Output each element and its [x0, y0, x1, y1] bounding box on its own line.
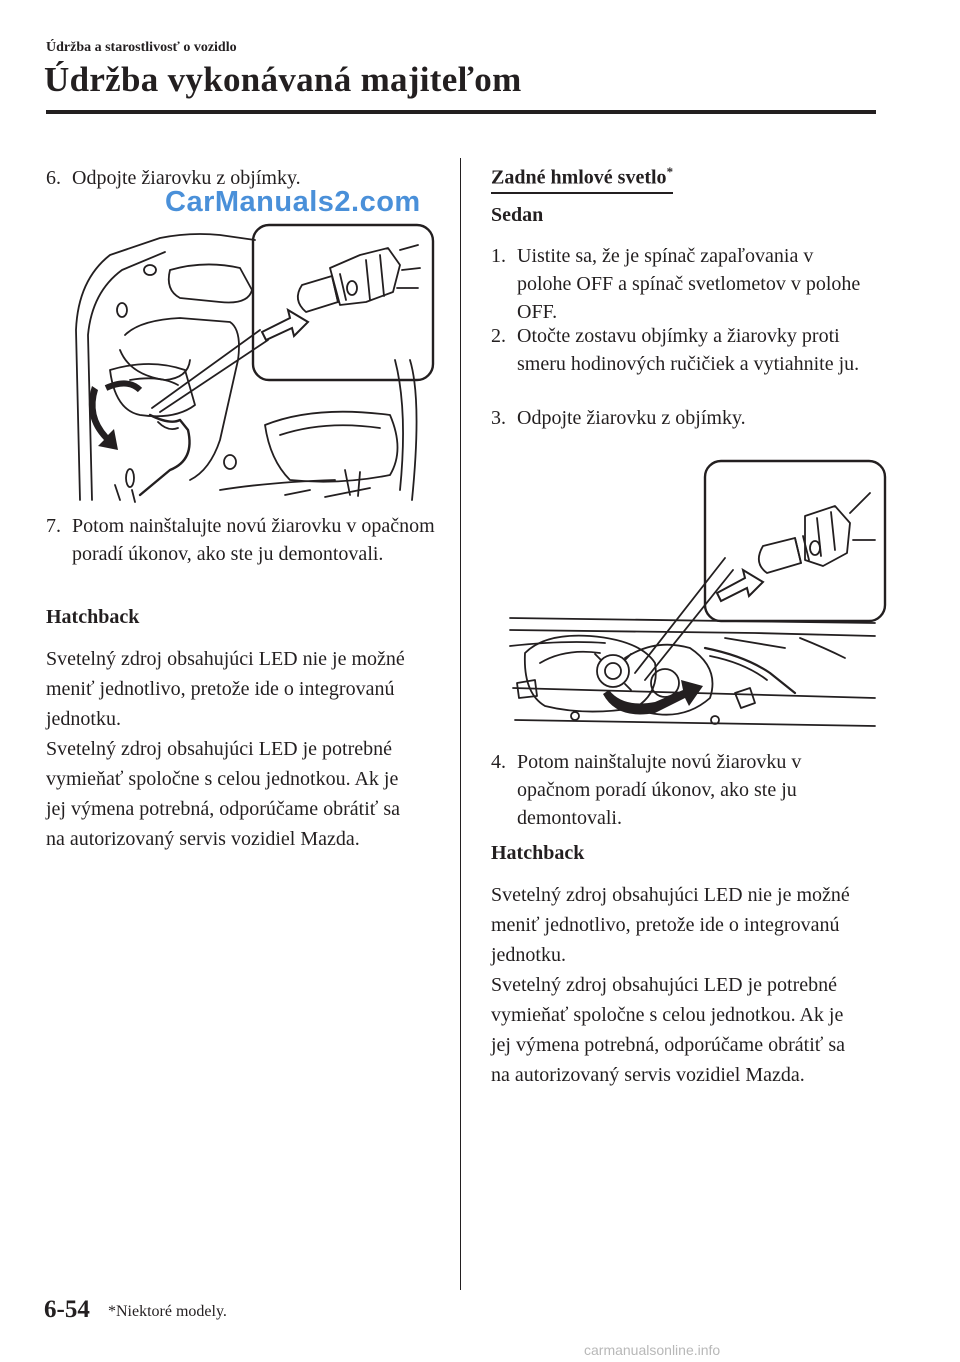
- hatchback-paragraph-2-left: Svetelný zdroj obsahujúci LED je potrebné vymieňať spoločne s celou jednotkou. Ak je jej výmena potrebná, odporúčame obrátiť sa na autorizovaný servis vozidiel Mazda.: [46, 738, 400, 850]
- step-number: 1.: [491, 245, 506, 267]
- illustration-fog-light-socket: [505, 458, 890, 733]
- rear-fog-light-heading: [491, 164, 673, 194]
- page-number: 6-54: [44, 1296, 90, 1323]
- step-text: Uistite sa, že je spínač zapaľovania v polohe OFF a spínač svetlometov v polohe OFF.: [517, 245, 861, 323]
- footnote-asterisk: *: [666, 164, 674, 179]
- footer-watermark: carmanualsonline.info: [584, 1342, 721, 1358]
- step-number: 3.: [491, 407, 506, 429]
- step-text: Potom nainštalujte novú žiarovku v opačnom poradí úkonov, ako ste ju demontovali.: [72, 515, 435, 565]
- step-number: 4.: [491, 751, 506, 773]
- fog-heading-text: Zadné hmlové svetlo: [491, 166, 667, 189]
- title-rule: [46, 110, 876, 114]
- step-number: 6.: [46, 167, 61, 189]
- step-2: [491, 322, 871, 378]
- step-4: [491, 748, 871, 832]
- page-title: Údržba vykonávaná majiteľom: [44, 60, 522, 99]
- step-number: 2.: [491, 325, 506, 347]
- hatchback-heading-left: Hatchback: [46, 606, 140, 628]
- step-text: Odpojte žiarovku z objímky.: [517, 407, 746, 429]
- step-7: [46, 512, 446, 568]
- illustration-socket-removal: [70, 210, 440, 505]
- hatchback-paragraph-1-right: Svetelný zdroj obsahujúci LED nie je možné meniť jednotlivo, pretože ide o integrovanú jednotku.: [491, 884, 850, 966]
- sedan-heading: Sedan: [491, 204, 544, 226]
- step-text: Potom nainštalujte novú žiarovku v opačnom poradí úkonov, ako ste ju demontovali.: [517, 751, 802, 829]
- step-number: 7.: [46, 515, 61, 537]
- watermark-carmanuals2: CarManuals2.com: [165, 186, 421, 218]
- hatchback-paragraph-2-right: Svetelný zdroj obsahujúci LED je potrebné vymieňať spoločne s celou jednotkou. Ak je jej výmena potrebná, odporúčame obrátiť sa na autorizovaný servis vozidiel Mazda.: [491, 974, 845, 1086]
- step-1: [491, 242, 871, 326]
- step-text: Odpojte žiarovku z objímky.: [72, 167, 301, 189]
- hatchback-paragraph-1-left: Svetelný zdroj obsahujúci LED nie je možné meniť jednotlivo, pretože ide o integrovanú jednotku.: [46, 648, 405, 730]
- column-divider: [460, 158, 461, 1290]
- step-3: [491, 404, 871, 432]
- section-label: Údržba a starostlivosť o vozidlo: [46, 40, 237, 55]
- footnote: *Niektoré modely.: [108, 1303, 227, 1320]
- hatchback-heading-right: Hatchback: [491, 842, 585, 864]
- step-text: Otočte zostavu objímky a žiarovky proti smeru hodinových ručičiek a vytiahnite ju.: [517, 325, 860, 375]
